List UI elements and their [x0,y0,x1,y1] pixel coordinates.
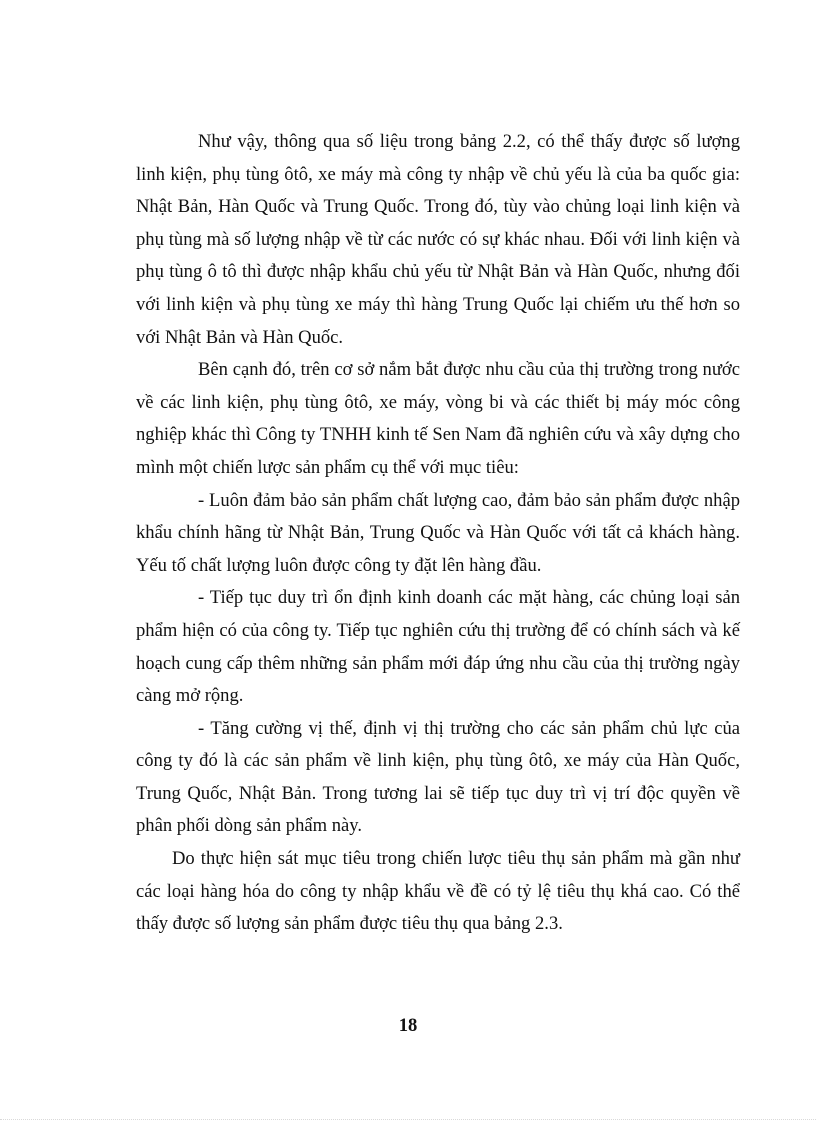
paragraph-product-strategy: Bên cạnh đó, trên cơ sở nắm bắt được nhu cầu của thị trường trong nước về các linh kiện, phụ tùng ôtô, xe máy, vòng bi và các thiết bị máy móc công nghiệp khác thì Công ty TNHH kinh tế Sen Nam đã nghiên cứu và xây dựng cho mình một chiến lược sản phẩm cụ thể với mục tiêu: [136,359,740,478]
paragraph-import-sources: Như vậy, thông qua số liệu trong bảng 2.2, có thể thấy được số lượng linh kiện, phụ tùng ôtô, xe máy mà công ty nhập về chủ yếu là của ba quốc gia: Nhật Bản, Hàn Quốc và Trung Quốc. Trong đó, tùy vào chủng loại linh kiện và phụ tùng mà số lượng nhập về từ các nước có sự khác nhau. Đối với linh kiện và phụ tùng ô tô thì được nhập khẩu chủ yếu từ Nhật Bản và Hàn Quốc, nhưng đối với linh kiện và phụ tùng xe máy thì hàng Trung Quốc lại chiếm ưu thế hơn so với Nhật Bản và Hàn Quốc. [136,131,740,348]
page-bottom-divider [0,1119,816,1120]
bullet-positioning-goal: - Tăng cường vị thế, định vị thị trường cho các sản phẩm chủ lực của công ty đó là các sản phẩm về linh kiện, phụ tùng ôtô, xe máy của Hàn Quốc, Trung Quốc, Nhật Bản. Trong tương lai sẽ tiếp tục duy trì vị trí độc quyền về phân phối dòng sản phẩm này. [136,717,740,837]
bullet-stability-goal: - Tiếp tục duy trì ổn định kinh doanh các mặt hàng, các chủng loại sản phẩm hiện có của công ty. Tiếp tục nghiên cứu thị trường để có chính sách và kế hoạch cung cấp thêm những sản phẩm mới đáp ứng nhu cầu của thị trường ngày càng mở rộng. [136,587,740,707]
bullet-quality-goal: - Luôn đảm bảo sản phẩm chất lượng cao, đảm bảo sản phẩm được nhập khẩu chính hãng từ Nhật Bản, Trung Quốc và Hàn Quốc với tất cả khách hàng. Yếu tố chất lượng luôn được công ty đặt lên hàng đầu. [136,489,740,576]
page-number: 18 [398,1015,418,1036]
paragraph-consumption-summary: Do thực hiện sát mục tiêu trong chiến lược tiêu thụ sản phẩm mà gần như các loại hàng hóa do công ty nhập khẩu về đề có tỷ lệ tiêu thụ khá cao. Có thể thấy được số lượng sản phẩm được tiêu thụ qua bảng 2.3. [136,848,740,935]
document-body [136,126,740,941]
